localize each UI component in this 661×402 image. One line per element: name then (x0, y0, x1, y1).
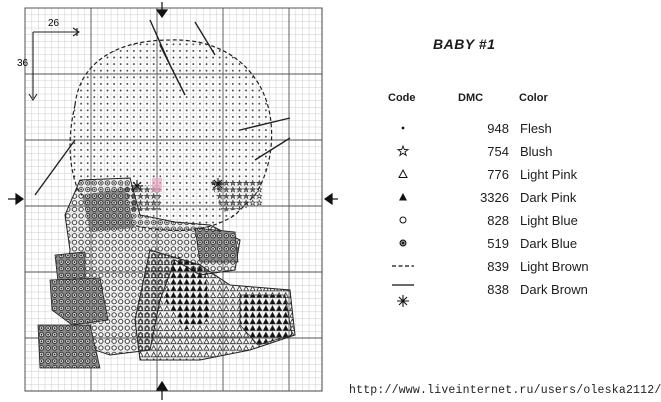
bear-foot-left (38, 325, 100, 368)
bear-ear (55, 252, 85, 282)
dashed-line-icon (392, 256, 414, 276)
legend-color-name: Light Brown (520, 259, 589, 274)
legend-symbol (392, 164, 414, 184)
coord-label-y: 36 (17, 58, 29, 69)
legend-color-name: Dark Pink (520, 190, 577, 205)
legend-symbol (392, 141, 414, 161)
legend-color-name: Flesh (520, 121, 552, 136)
legend-row (380, 210, 610, 230)
coord-label-x: 26 (48, 18, 60, 29)
dot-icon (392, 118, 414, 138)
legend-dmc-code: 839 (487, 259, 509, 274)
star-icon (392, 141, 414, 161)
legend-row (380, 187, 610, 207)
legend-color-name: Light Blue (520, 213, 578, 228)
solid-line-asterisk-icon (392, 279, 414, 313)
circle-dot-icon (392, 233, 414, 253)
legend-row (380, 233, 610, 253)
legend-symbol (392, 279, 414, 299)
header-code: Code (388, 92, 416, 104)
legend-dmc-code: 3326 (480, 190, 509, 205)
legend-dmc-code: 776 (487, 167, 509, 182)
legend-dmc-code: 828 (487, 213, 509, 228)
legend-symbol (392, 210, 414, 230)
circle-open-icon (392, 210, 414, 230)
legend-row (380, 164, 610, 184)
legend-row (380, 256, 610, 276)
legend-color-name: Blush (520, 144, 553, 159)
triangle-open-icon (392, 164, 414, 184)
legend-symbol (392, 256, 414, 276)
legend-dmc-code: 838 (487, 282, 509, 297)
legend-row (380, 118, 610, 138)
header-color: Color (519, 92, 548, 104)
legend-color-name: Dark Blue (520, 236, 578, 251)
legend-symbol (392, 187, 414, 207)
header-dmc: DMC (458, 92, 484, 104)
blush-mark (152, 178, 162, 192)
legend-color-name: Dark Brown (520, 282, 588, 297)
triangle-filled-icon (392, 187, 414, 207)
legend-symbol (392, 233, 414, 253)
legend-dmc-code: 519 (487, 236, 509, 251)
watermark-url: http://www.liveinternet.ru/users/oleska2112/ (349, 384, 661, 397)
legend-title: BABY #1 (433, 36, 496, 52)
legend-dmc-code: 754 (487, 144, 509, 159)
legend-symbol (392, 118, 414, 138)
legend-row (380, 141, 610, 161)
legend-dmc-code: 948 (487, 121, 509, 136)
bear-hand (195, 228, 238, 262)
legend-row (380, 279, 610, 299)
legend-color-name: Light Pink (520, 167, 578, 182)
